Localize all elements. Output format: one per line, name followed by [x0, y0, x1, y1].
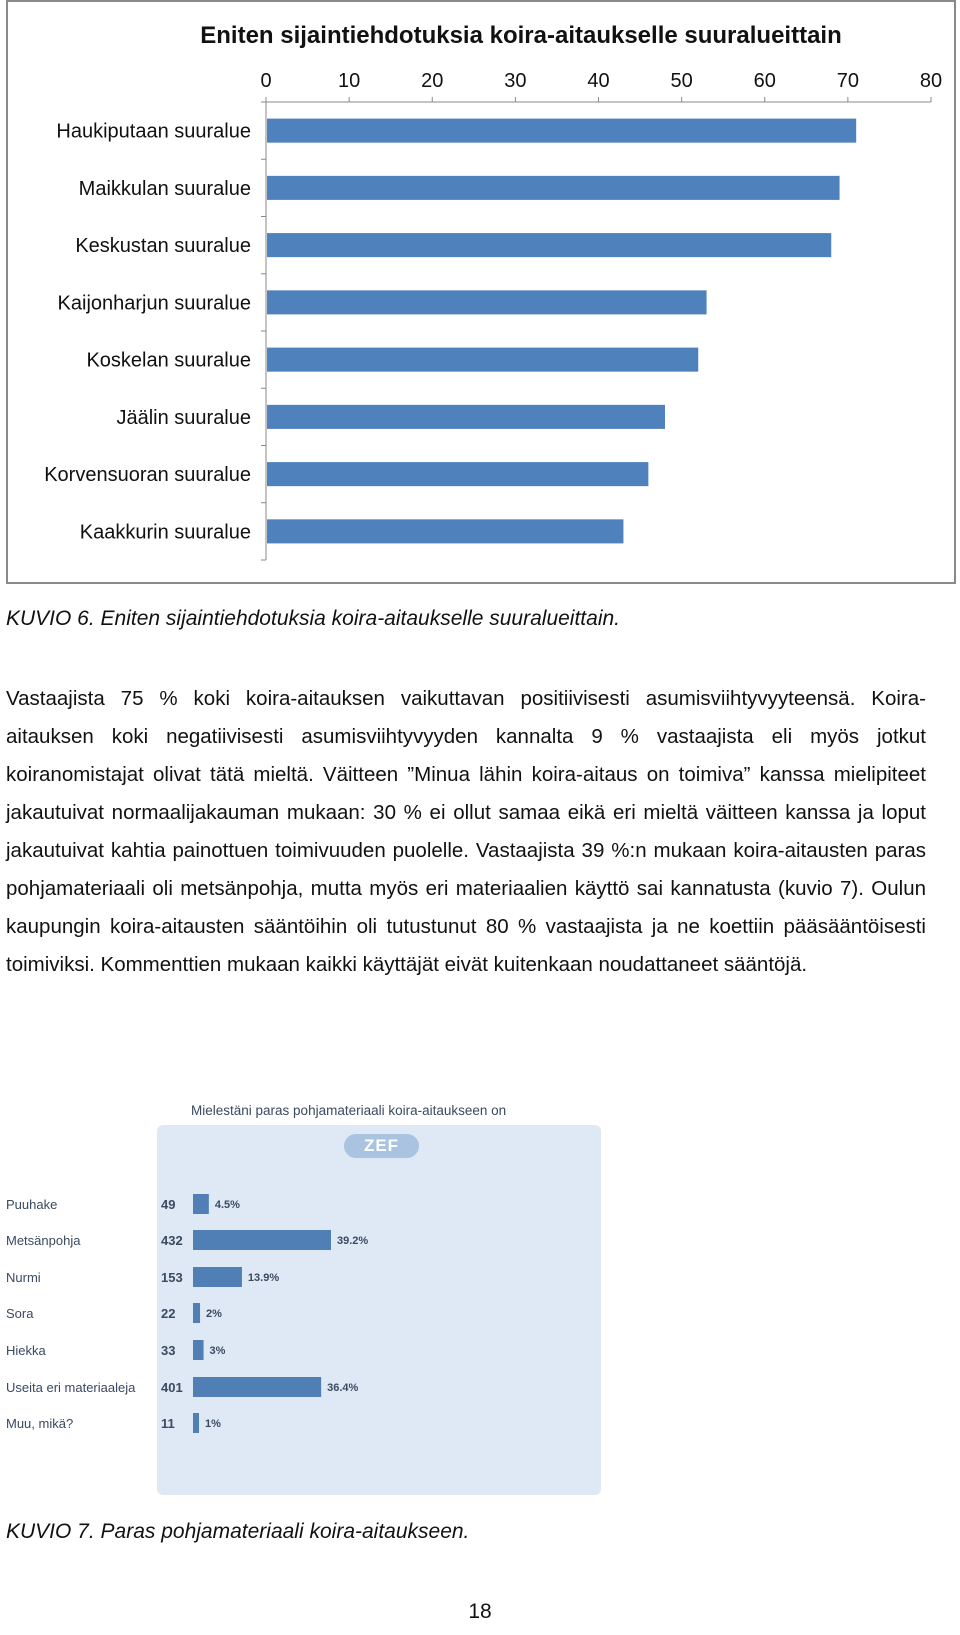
x-tick-label: 30 [504, 70, 527, 92]
count-label: 432 [161, 1233, 183, 1248]
category-label: Maikkulan suuralue [78, 177, 251, 200]
body-text [6, 680, 926, 984]
category-label: Useita eri materiaaleja [6, 1380, 136, 1395]
chart-frame [157, 1125, 601, 1495]
count-label: 22 [161, 1306, 176, 1321]
x-tick-label: 80 [919, 70, 943, 92]
bar [267, 119, 856, 143]
bar [267, 176, 840, 200]
percent-label: 13.9% [247, 1272, 280, 1284]
percent-label: 2% [206, 1308, 222, 1320]
bar [267, 290, 707, 314]
category-label: Kaijonharjun suuralue [57, 292, 251, 315]
category-label: Metsänpohja [6, 1233, 81, 1248]
figure-caption: KUVIO 6. Eniten sijaintiehdotuksia koira-aitaukselle suuralueittain. [6, 607, 620, 630]
category-label: Korvensuoran suuralue [44, 464, 251, 487]
category-label: Keskustan suuralue [75, 235, 251, 258]
category-label: Hiekka [6, 1343, 46, 1358]
category-label: Jäälin suuralue [116, 406, 251, 429]
category-label: Koskelan suuralue [86, 349, 251, 372]
percent-label: 1% [205, 1418, 221, 1430]
bar [267, 519, 623, 543]
bar [267, 462, 648, 486]
paragraph: Vastaajista 75 % koki koira-aitauksen vaikuttavan positiivisesti asumisviihtyvyyteensä. Koira-aitauksen koki negatiivisesti asumisviihtyvyyden kannalta 9 % vastaajista eli myös jotkut koiranomistajat olivat tätä mieltä. Väitteen ”Minua lähin koira-aitaus on toimiva” kanssa mielipiteet jakautuivat normaalijakauman mukaan: 30 % ei ollut samaa eikä eri mieltä väitteen kanssa ja loput jakautuivat kahtia painottuen toimivuuden puolelle. Vastaajista 39 %:n mukaan koira-aitausten paras pohjamateriaali oli metsänpohja, mutta myös eri materiaalien käyttö sai kannatusta (kuvio 7). Oulun kaupungin koira-aitausten sääntöihin oli tutustunut 80 % vastaajista ja ne koettiin pääsääntöisesti toimiviksi. Kommenttien mukaan kaikki käyttäjät eivät kuitenkaan noudattaneet sääntöjä. [6, 687, 926, 976]
category-label: Muu, mikä? [6, 1416, 74, 1431]
bar [267, 348, 698, 372]
category-label: Haukiputaan suuralue [56, 120, 251, 143]
count-label: 49 [161, 1197, 176, 1212]
count-label: 11 [161, 1416, 175, 1431]
zef-logo: ZEF [344, 1134, 419, 1158]
chart-title: Eniten sijaintiehdotuksia koira-aitaukselle suuralueittain [200, 22, 842, 49]
bar [267, 233, 831, 257]
x-tick-label: 20 [421, 70, 444, 92]
x-tick-label: 0 [260, 70, 272, 92]
chart-suuralueet-plot [0, 0, 960, 590]
figure-caption: KUVIO 7. Paras pohjamateriaali koira-aitaukseen. [6, 1520, 470, 1543]
x-tick-label: 60 [753, 70, 776, 92]
category-label: Nurmi [6, 1270, 41, 1285]
category-label: Kaakkurin suuralue [79, 521, 251, 544]
x-tick-label: 70 [836, 70, 859, 92]
percent-label: 36.4% [327, 1382, 359, 1394]
chart-title: Mielestäni paras pohjamateriaali koira-aitaukseen on [191, 1103, 507, 1118]
count-label: 401 [161, 1380, 183, 1395]
x-tick-label: 50 [670, 70, 693, 92]
percent-label: 3% [209, 1345, 226, 1357]
x-tick-label: 40 [587, 70, 610, 92]
category-label: Puuhake [6, 1197, 58, 1212]
category-label: Sora [6, 1306, 34, 1321]
x-tick-label: 10 [338, 70, 361, 92]
page-number: 18 [468, 1600, 492, 1623]
count-label: 33 [161, 1343, 176, 1358]
bar [267, 405, 665, 429]
percent-label: 39.2% [337, 1235, 369, 1247]
count-label: 153 [161, 1270, 183, 1285]
percent-label: 4.5% [214, 1199, 240, 1211]
